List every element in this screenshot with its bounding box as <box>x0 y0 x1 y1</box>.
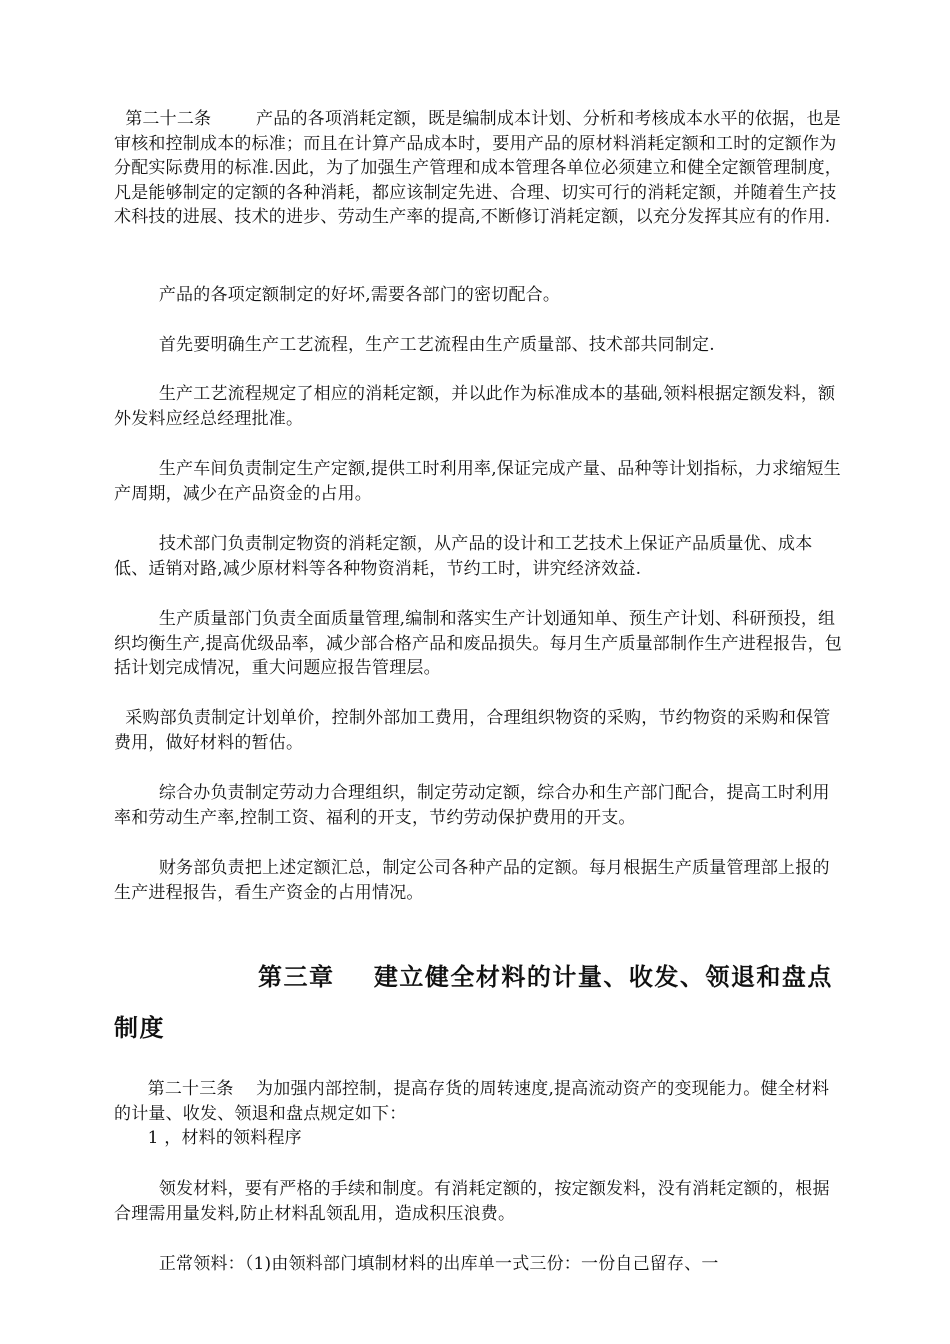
body-paragraph: 生产车间负责制定生产定额,提供工时利用率,保证完成产量、品种等计划指标，力求缩短生产周期，减少在产品资金的占用。 <box>114 459 841 504</box>
body-paragraph: 首先要明确生产工艺流程，生产工艺流程由生产质量部、技术部共同制定. <box>114 335 715 355</box>
body-paragraph: 产品的各项定额制定的好坏,需要各部门的密切配合。 <box>114 285 561 305</box>
body-paragraph: 生产工艺流程规定了相应的消耗定额，并以此作为标准成本的基础,领料根据定额发料，额外发料应经总经理批准。 <box>114 384 836 429</box>
chapter-heading-continuation: 制度 <box>114 1014 165 1042</box>
body-paragraph: 财务部负责把上述定额汇总，制定公司各种产品的定额。每月根据生产质量管理部上报的生产进程报告，看生产资金的占用情况。 <box>114 858 830 903</box>
list-item-heading: 1 ，材料的领料程序 <box>114 1128 302 1148</box>
body-paragraph: 采购部负责制定计划单价，控制外部加工费用，合理组织物资的采购，节约物资的采购和保管费用，做好材料的暂估。 <box>114 708 831 753</box>
article-22-paragraph: 第二十二条 产品的各项消耗定额，既是编制成本计划、分析和考核成本水平的依据，也是审核和控制成本的标准；而且在计算产品成本时，要用产品的原材料消耗定额和工时的定额作为分配实际费用的标准.因此，为了加强生产管理和成本管理各单位必须建立和健全定额管理制度，凡是能够制定的定额的各种消耗，都应该制定先进、合理、切实可行的消耗定额，并随着生产技术科技的进展、技术的进步、劳动生产率的提高,不断修订消耗定额，以充分发挥其应有的作用. <box>114 109 843 227</box>
body-paragraph: 综合办负责制定劳动力合理组织，制定劳动定额，综合办和生产部门配合，提高工时利用率和劳动生产率,控制工资、福利的开支，节约劳动保护费用的开支。 <box>114 783 830 828</box>
body-paragraph: 技术部门负责制定物资的消耗定额，从产品的设计和工艺技术上保证产品质量优、成本低、适销对路,减少原材料等各种物资消耗，节约工时，讲究经济效益. <box>114 534 813 579</box>
body-paragraph: 正常领料：（1)由领料部门填制材料的出库单一式三份：一份自己留存、一 <box>114 1254 719 1274</box>
body-paragraph: 生产质量部门负责全面质量管理,编制和落实生产计划通知单、预生产计划、科研预投，组织均衡生产,提高优级品率，减少部合格产品和废品损失。每月生产质量部制作生产进程报告，包括计划完成情况，重大问题应报告管理层。 <box>114 609 843 678</box>
article-23-paragraph: 第二十三条 为加强内部控制，提高存货的周转速度,提高流动资产的变现能力。健全材料的计量、收发、领退和盘点规定如下： <box>114 1079 830 1124</box>
body-paragraph: 领发材料，要有严格的手续和制度。有消耗定额的，按定额发料，没有消耗定额的，根据合理需用量发料,防止材料乱领乱用，造成积压浪费。 <box>114 1179 830 1224</box>
chapter-heading: 第三章 建立健全材料的计量、收发、领退和盘点 <box>258 963 833 991</box>
